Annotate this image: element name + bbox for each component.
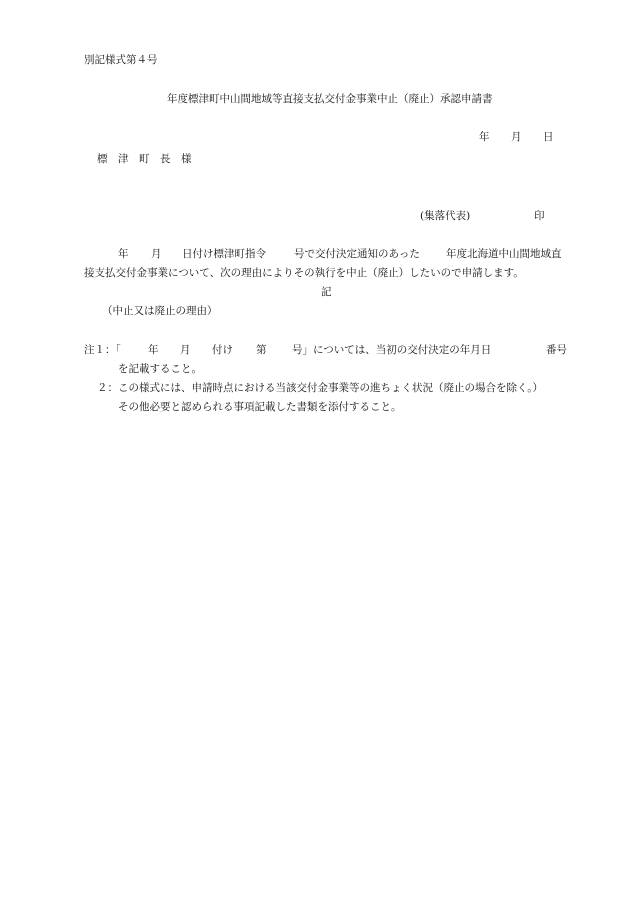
note2-prefix: ２： bbox=[97, 382, 118, 394]
note1-bango: 番号 bbox=[546, 344, 567, 356]
body-year: 年 bbox=[118, 248, 129, 260]
applicant-seal: 印 bbox=[534, 210, 545, 222]
date-year: 年 bbox=[479, 131, 490, 143]
note1-month: 月 bbox=[180, 344, 191, 356]
addressee-char: 町 bbox=[139, 153, 150, 165]
note2-line2: その他必要と認められる事項記載した書類を添付すること。 bbox=[118, 401, 402, 413]
body-month: 月 bbox=[151, 248, 162, 260]
applicant-label: (集落代表) bbox=[420, 210, 471, 222]
addressee-char: 津 bbox=[118, 153, 129, 165]
body-text1: 日付け標津町指令 bbox=[182, 248, 266, 260]
addressee-char: 標 bbox=[97, 153, 108, 165]
form-number: 別記様式第４号 bbox=[84, 54, 158, 66]
document-title: 年度標津町中山間地域等直接支払交付金事業中止（廃止）承認申請書 bbox=[167, 93, 493, 105]
body-text2: 号で交付決定通知のあった bbox=[294, 248, 420, 260]
ki-heading: 記 bbox=[321, 286, 332, 298]
note2-line1: この様式には、申請時点における当該交付金事業等の進ちょく状況（廃止の場合を除く。） bbox=[118, 382, 544, 394]
note1-continuation: を記載すること。 bbox=[118, 363, 202, 375]
date-day: 日 bbox=[543, 131, 554, 143]
reason-label: （中止又は廃止の理由） bbox=[102, 305, 218, 317]
note1-prefix: 注１：「 bbox=[84, 344, 121, 356]
note1-go: 号」については、当初の交付決定の年月日 bbox=[292, 344, 492, 356]
note1-year: 年 bbox=[148, 344, 159, 356]
addressee-char: 様 bbox=[181, 153, 192, 165]
addressee-char: 長 bbox=[160, 153, 171, 165]
note1-dai: 第 bbox=[256, 344, 267, 356]
note1-fuke: 付け bbox=[212, 344, 233, 356]
body-text3: 年度北海道中山間地域直 bbox=[446, 248, 562, 260]
body-line2: 接支払交付金事業について、次の理由によりその執行を中止（廃止）したいので申請します。 bbox=[84, 267, 524, 279]
date-month: 月 bbox=[511, 131, 522, 143]
